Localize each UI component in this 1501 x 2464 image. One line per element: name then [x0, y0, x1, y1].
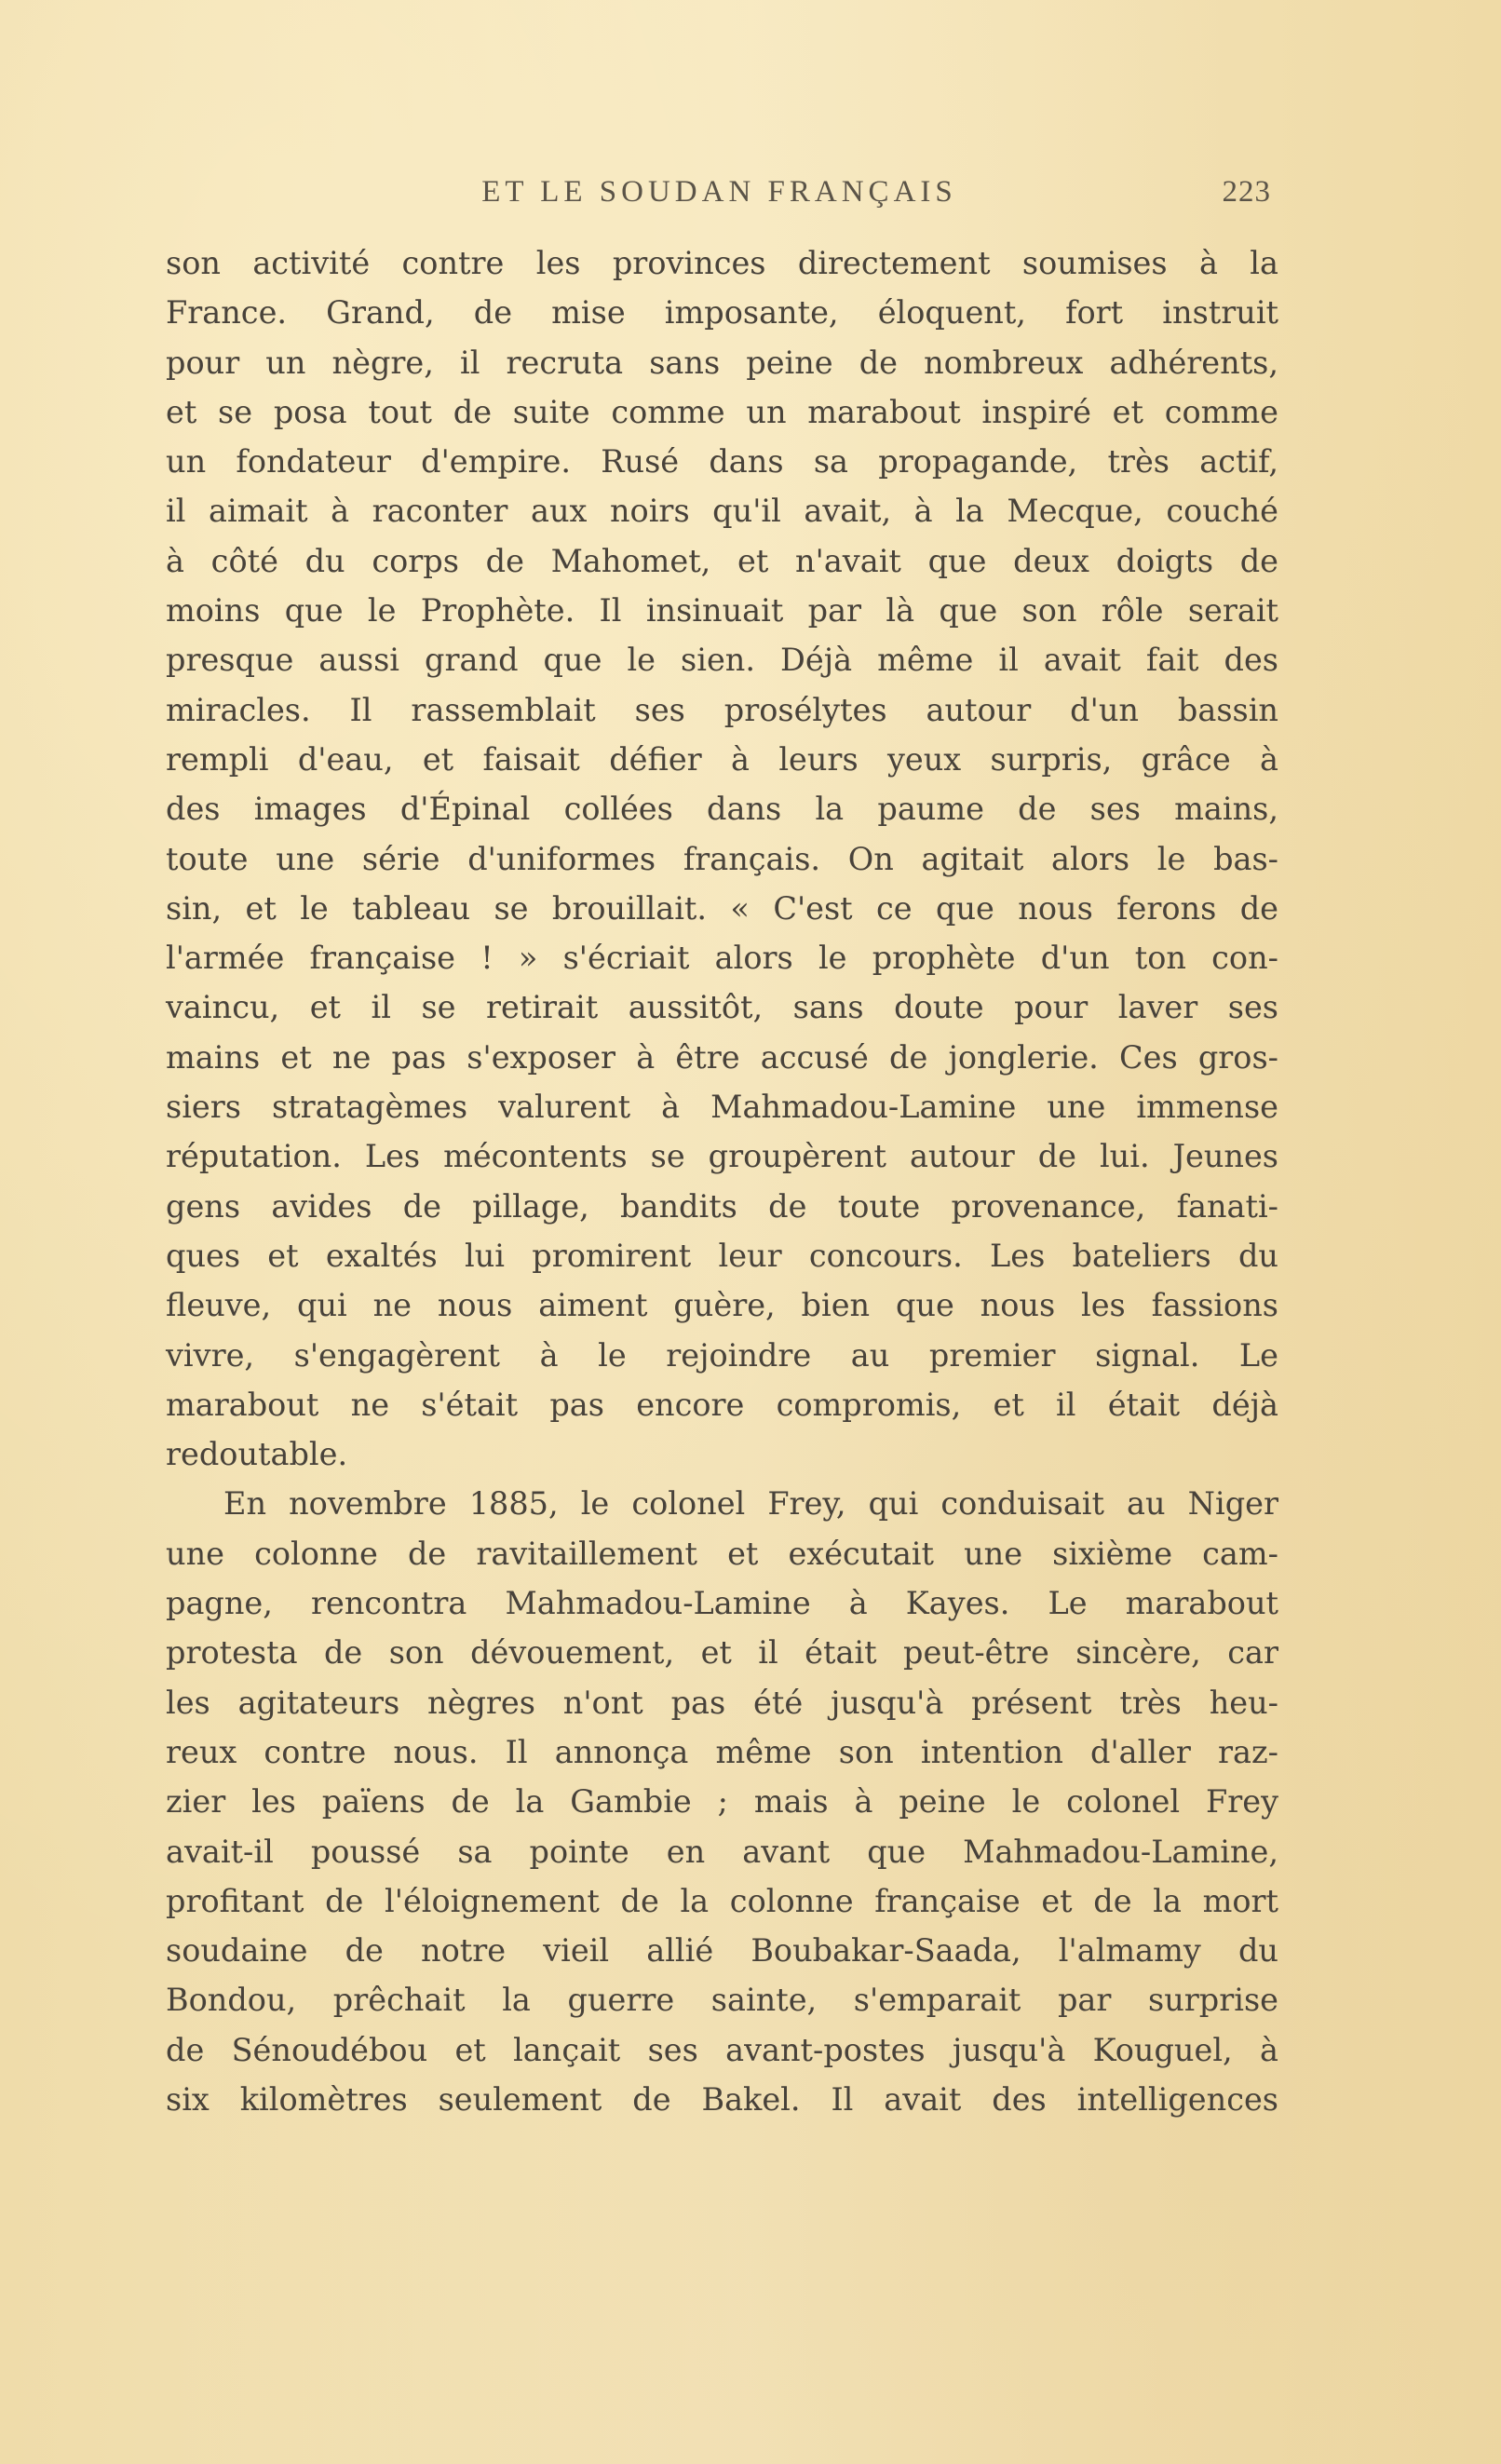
text-line: et se posa tout de suite comme un marabout inspiré et comme: [166, 393, 1278, 430]
text-line: réputation. Les mécontents se groupèrent autour de lui. Jeunes: [166, 1138, 1278, 1175]
text-line: reux contre nous. Il annonça même son intention d'aller raz-: [166, 1733, 1278, 1770]
text-line: zier les païens de la Gambie ; mais à peine le colonel Frey: [166, 1783, 1278, 1821]
text-line: les agitateurs nègres n'ont pas été jusqu'à présent très heu-: [166, 1684, 1278, 1721]
text-line: mains et ne pas s'exposer à être accusé de jonglerie. Ces gros-: [166, 1038, 1278, 1076]
text-line: soudaine de notre vieil allié Boubakar-Saada, l'almamy du: [166, 1932, 1278, 1970]
text-line: profitant de l'éloignement de la colonne française et de la mort: [166, 1882, 1278, 1919]
text-line: siers stratagèmes valurent à Mahmadou-Lamine une immense: [166, 1089, 1278, 1126]
text-line: six kilomètres seulement de Bakel. Il avait des intelligences: [166, 2080, 1278, 2118]
text-line: France. Grand, de mise imposante, éloquent, fort instruit: [166, 294, 1278, 332]
text-line: rempli d'eau, et faisait défier à leurs yeux surpris, grâce à: [166, 740, 1278, 778]
text-line: il aimait à raconter aux noirs qu'il avait, à la Mecque, couché: [166, 493, 1278, 530]
text-line: miracles. Il rassemblait ses prosélytes autour d'un bassin: [166, 691, 1278, 728]
text-line: fleuve, qui ne nous aiment guère, bien que nous les fassions: [166, 1287, 1278, 1324]
text-line: moins que le Prophète. Il insinuait par là que son rôle serait: [166, 592, 1278, 630]
text-line: presque aussi grand que le sien. Déjà même il avait fait des: [166, 642, 1278, 679]
text-line: une colonne de ravitaillement et exécutait une sixième cam-: [166, 1535, 1278, 1572]
text-line: ques et exaltés lui promirent leur concours. Les bateliers du: [166, 1237, 1278, 1274]
body-text: [166, 238, 1278, 2124]
paragraph-start-line: En novembre 1885, le colonel Frey, qui conduisait au Niger: [223, 1485, 1278, 1523]
text-line: vivre, s'engagèrent à le rejoindre au premier signal. Le: [166, 1336, 1278, 1374]
text-line: un fondateur d'empire. Rusé dans sa propagande, très actif,: [166, 443, 1278, 481]
text-line: pagne, rencontra Mahmadou-Lamine à Kayes. Le marabout: [166, 1585, 1278, 1622]
page-number: 223: [1222, 175, 1271, 209]
text-line: gens avides de pillage, bandits de toute provenance, fanati-: [166, 1187, 1278, 1225]
text-line: des images d'Épinal collées dans la paume de ses mains,: [166, 791, 1278, 828]
text-line: vaincu, et il se retirait aussitôt, sans doute pour laver ses: [166, 989, 1278, 1026]
text-line: l'armée française ! » s'écriait alors le prophète d'un ton con-: [166, 940, 1278, 977]
text-line: avait-il poussé sa pointe en avant que Mahmadou-Lamine,: [166, 1833, 1278, 1870]
text-line: protesta de son dévouement, et il était peut-être sincère, car: [166, 1634, 1278, 1672]
text-line: marabout ne s'était pas encore compromis, et il était déjà: [166, 1386, 1278, 1423]
running-head: [168, 175, 1271, 222]
text-line: de Sénoudébou et lançait ses avant-postes jusqu'à Kouguel, à: [166, 2031, 1278, 2068]
text-line: toute une série d'uniformes français. On agitait alors le bas-: [166, 840, 1278, 877]
text-line: pour un nègre, il recruta sans peine de nombreux adhérents,: [166, 344, 1278, 381]
text-line: son activité contre les provinces directement soumises à la: [166, 245, 1278, 281]
text-line: sin, et le tableau se brouillait. « C'est ce que nous ferons de: [166, 889, 1278, 927]
text-line: Bondou, prêchait la guerre sainte, s'emparait par surprise: [166, 1982, 1278, 2019]
text-line: à côté du corps de Mahomet, et n'avait que deux doigts de: [166, 542, 1278, 579]
running-title: ET LE SOUDAN FRANÇAIS: [481, 175, 957, 209]
text-line: redoutable.: [166, 1436, 348, 1473]
